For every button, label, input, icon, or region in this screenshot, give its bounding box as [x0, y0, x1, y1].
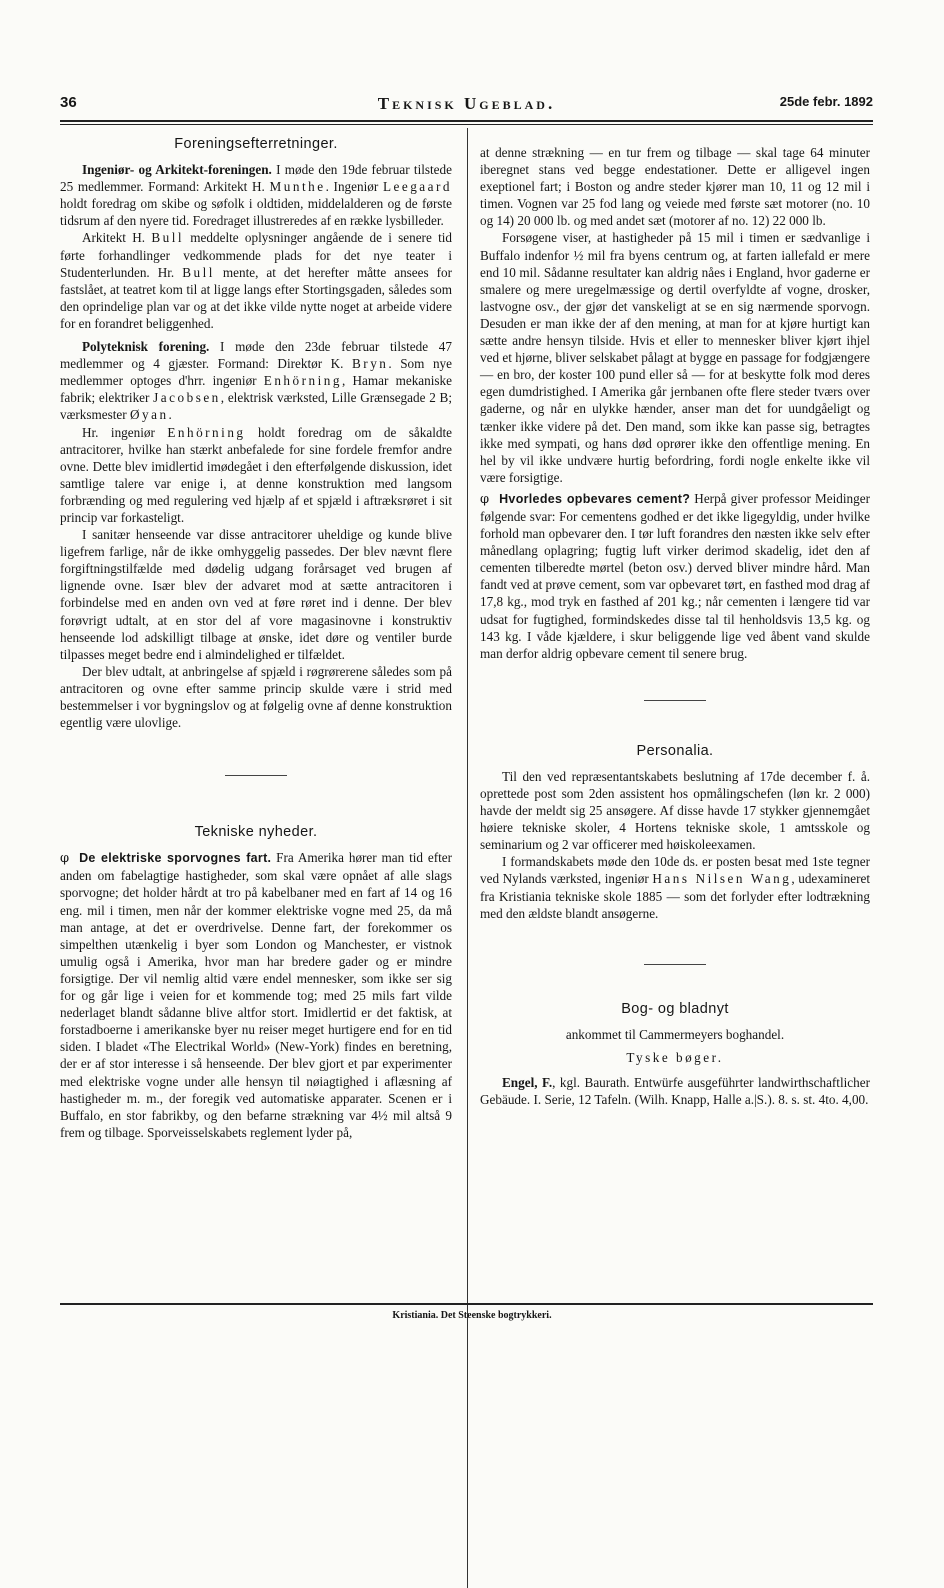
- books-subtitle: ankommet til Cammermeyers boghandel.: [565, 1026, 785, 1042]
- paragraph-sporvogne-continued: at denne strækning — en tur frem og tilbage — skal tage 64 minuter iberegnet stans ved begge endestationer. Dette er alligevel ingen exeptionel fart; i Boston og andre steder kjører man 10, 11 og 12 mil i timen. Vognen var 25 fod lang og veiede med første sæt motorer (no. 10 og 14) 20 000 lb. og med andet sæt (motorer af no. 12) 22 000 lb.: [480, 145, 870, 229]
- paragraph-bull: Arkitekt H. Bull meddelte oplysninger angående de i senere tid førte forhandlinger vedkommende plads for det nye teater i Studenterlunden. Hr. Bull mente, at det herefter måtte ansees for fastslået, at teatret kom til at ligge langs efter Stortingsgaden, således som den oprindelige plan var og at det ikke vilde nytte noget at arbeide videre for en forandret beliggenhed.: [60, 230, 452, 331]
- page-number: 36: [60, 94, 77, 111]
- printer-imprint: Kristiania. Det Steenske bogtrykkeri.: [392, 1310, 552, 1321]
- header-rule: [60, 120, 873, 122]
- book-entry: Engel, F., kgl. Baurath. Entwürfe ausgeführter landwirthschaftlicher Gebäude. I. Serie, 12 Tafeln. (Wilh. Knapp, Halle a.|S.). 8. s. st. 4to. 4,00.: [480, 1075, 870, 1108]
- books-category: Tyske bøger.: [626, 1049, 724, 1065]
- page-header: [60, 94, 873, 116]
- section-title-personalia: Personalia.: [636, 742, 714, 759]
- article-ingenior-forening: Ingeniør- og Arkitekt-foreningen. I møde den 19de februar tilstede 25 medlemmer. Formand: Arkitekt H. Munthe. Ingeniør Leegaard holdt foredrag om skibe og søfolk i oldtiden, middelalderen og de første tidsrum af den nyere tid. Foredraget illustreredes af en række lysbilleder.: [60, 162, 452, 229]
- article-cement: φ Hvorledes opbevares cement? Herpå giver professor Meidinger følgende svar: For cementens godhed er det ikke ligegyldig, under hvilke forhold man opbevarer den. I tør luft forandres den næsten ikke selv efter månedlang oplagring; fugtig luft virker derimod skadelig, idet den af cementen tilberedte mørtel (beton osv.) derved bliver mindre hård. Man fandt ved at prøve cement, som var opbevaret tørt, en fasthed mod drag af 17,8 kg., mod tryk en fasthed af 201 kg.; når cementen i længere tid var udsat for fugtighed, formindskedes disse tal til henholdsvis 13,5 kg. og 143 kg. I våde kjældere, i skur beliggende lige ved åbent vand skulde man derfor aldrig opbevare cement til senere brug.: [480, 490, 870, 661]
- paragraph-personalia-1: Til den ved repræsentantskabets beslutning af 17de december f. å. oprettede post som 2den assistent hos opmålingschefen (løn kr. 2 000) havde der meldt sig 25 ansøgere. Af disse havde 17 stykker gjennemgået høiere tekniske skoler, 4 Hortens tekniske skole, 1 amtsskole og seminarium og 2 var officerer med høiskoleexamen.: [480, 768, 870, 853]
- article-elektriske-sporvogne: φ De elektriske sporvognes fart. Fra Amerika hører man tid efter anden om fabelagtige hastigheder, som skal være opnået af alle slags sporvogne; det holder hårdt at tro på kabelbaner med en fart af 14 og 16 eng. mil i timen, men når der kommer elektriske vogne med 25, da må man antage, at det er overdrivelse. Denne fart, der forekommer os simpelthen utænkelig i byer som London og Manchester, er vistnok umulig også i Amerika, hvor man har bredere gader og er mindre forsigtige. Der vil nemlig altid være endel mennesker, som ikke ser sig for og går lige i veien for et kommende tog; med 25 mils fart vilde nederlaget blandt sådanne blive altfor stort. Imidlertid er det faktisk, at forstadboerne i amerikanske byer nu reiser meget hurtigere end for en tid siden. I bladet «The Electrikal World» (New-York) findes en beretning, der er af stor interesse i så henseende. Der blev gjort et par experimenter med elektriske vogne under alle hensyn til nøiagtighed i aflæsning af hastigheder m. m., der foregik ved automatiske apparater. Scenen er i Buffalo, en stor fabrikby, og den befarne strækning var 4½ mil altså 9 frem og tilbage. Sporveisselskabets reglement lyder på,: [60, 850, 452, 1140]
- masthead-title: Teknisk Ugeblad.: [377, 94, 556, 113]
- paragraph-forsogene: Forsøgene viser, at hastigheder på 15 mil i timen er sædvanlige i Buffalo indenfor ½ mil fra byens centrum og, at farten iallefald er mere end 10 mil. Sådanne resultater kan aldrig nåes i England, hvor gaderne er smalere og mere uregelmæssige og dertil overfyldte af vogne, drosker, lastvogne osv., der gjør det vanskeligt at se en sig nærmende sporvogn. Desuden er man ikke der af den mening, at man for at kjøre hurtigt kan sætte andre hensyn tilside. Hvis et eller to mennesker bliver kjørt ihjel ved et hjørne, bliver selskabet pålagt at bygge en passage for fodgjængere — en bro, der koster 100 pund eller så — for at beskytte folk mod deres egen dumdristighed. I Amerika går jernbanen ofte flere steder tværs over gaderne, og når en ulykke hænder, anser man det for uundgåeligt og tænker ikke videre på det. Den mand, som ikke kan passe sig, betragtes ikke med sympati, og hans død oprører ikke den offentlige mening. En hel by vil ikke undvære hurtig befordring, fordi nogle enkelte ikke vil være forsigtige.: [480, 230, 870, 485]
- article-polyteknisk-forening: Polyteknisk forening. I møde den 23de februar tilstede 47 medlemmer og 4 gjæster. Formand: Direktør K. Bryn. Som nye medlemmer optoges d'hrr. ingeniør Enhörning, Hamar mekaniske fabrik; elektriker Jacobsen, elektrisk værksted, Lille Grænsegade 2 B; værksmester Øyan.: [60, 339, 452, 423]
- column-divider: [467, 128, 468, 1588]
- header-rule-thin: [60, 124, 873, 125]
- left-column: [60, 136, 452, 1141]
- section-title-bog-og-bladnyt: Bog- og bladnyt: [621, 1000, 729, 1017]
- footer-rule: [60, 1303, 873, 1305]
- paragraph-personalia-2: I formandskabets møde den 10de ds. er posten besat med 1ste tegner ved Nylands værksted, ingeniør Hans Nilsen Wang, udexamineret fra Kristiania tekniske skole 1885 — som det forlyder efter lodtrækning med den ældste blandt ansøgerne.: [480, 854, 870, 921]
- section-title-tekniske-nyheder: Tekniske nyheder.: [194, 824, 318, 841]
- section-title-foreningsefterretninger: Foreningsefterretninger.: [174, 136, 338, 152]
- issue-date: 25de febr. 1892: [779, 94, 873, 109]
- paragraph-enhorning: Hr. ingeniør Enhörning holdt foredrag om de såkaldte antracitorer, hvilke han stærkt anbefalede for sine fordele fremfor andre ovne. Dette blev imidlertid imødegået i den efterfølgende diskussion, idet samtlige talere var enige i, at denne konstruktion med langsom forbrænding og med regulering ved hjælp af et spjæld i aftræksrøret i sit princip var forkasteligt.: [60, 424, 453, 525]
- paragraph-spjaeld: Der blev udtalt, at anbringelse af spjæld i røgrørerene således som på antracitoren og ovne efter samme princip skulde være i strid med bestemmelser i vor bygningslov og at følgelig ovne af denne konstruktion egentlig være ulovlige.: [60, 663, 452, 731]
- paragraph-sanitaer: I sanitær henseende var disse antracitorer uheldige og kunde blive ligefrem farlige, når de ikke omhyggelig passedes. Der blev nævnt flere forgiftningstilfælde med dødelig udgang forårsaget ved brugen af lignende ovne. Især blev der advaret mod at sætte antracitoren i forbindelse med en anden ovn ved at føre røret ind i denne. Der blev forøvrigt udtalt, at en stor del af vore magasinovne i konstruktiv henseende lod adskilligt tilbage at ønske, idet døre og ventiler burde tilpasses meget bedre end i almindelighed er tilfældet.: [60, 527, 452, 662]
- right-column: [480, 144, 870, 1108]
